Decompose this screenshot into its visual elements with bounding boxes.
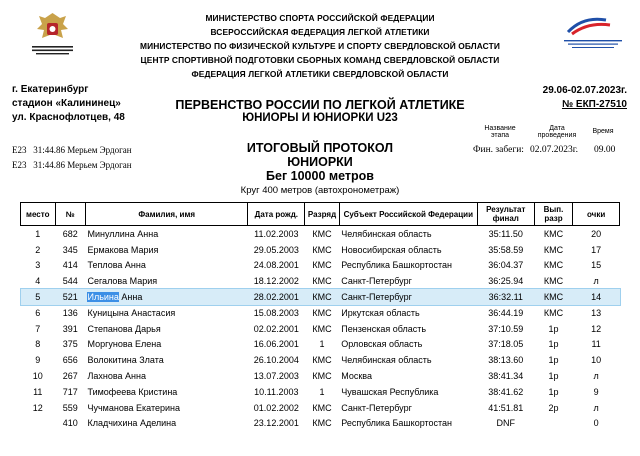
cell-name: Минуллина Анна [87,228,159,239]
date-value: 02.07.2023г. [530,145,578,155]
venue-city: г. Екатеринбург [12,84,89,95]
cell-result: 36:44.19 [488,307,524,318]
table-row[interactable] [21,384,620,400]
event-dates: 29.06-02.07.2023г. [542,85,627,96]
cell-achieved-rank: КМС [543,276,564,287]
cell-points: л [593,276,599,287]
cell-birthdate: 01.02.2002 [253,402,299,413]
cell-bib: 267 [62,371,78,382]
table-header-row [21,203,620,226]
cell-points: 14 [573,289,620,305]
cell-place: 5 [21,289,56,305]
cell-region: Иркутская область [341,307,420,318]
cell-birthdate: 02.02.2001 [253,323,299,334]
cell-achieved-rank: 1р [548,323,559,334]
cell-name: Теплова Анна [87,260,146,271]
stage-label: Название этапа [484,125,516,139]
cell-result: 38:41.62 [488,386,524,397]
cell-name: Степанова Дарья [87,323,161,334]
cell-rank: КМС [312,307,332,318]
table-row[interactable] [21,400,620,416]
cell-birthdate: 29.05.2003 [253,244,299,255]
cell-achieved-rank: КМС [543,307,564,318]
cell-name: Ермакова Мария [87,244,159,255]
cell-region: Санкт-Петербург [341,276,412,287]
cell-place: 6 [35,307,41,318]
cell-rank: КМС [312,244,332,255]
cell-region: Республика Башкортостан [341,260,453,271]
cell-points: 0 [593,418,599,429]
cell-bib: 375 [62,339,78,350]
cell-achieved-rank: КМС [543,260,564,271]
venue-street: ул. Краснофлотцев, 48 [12,112,125,123]
cell-result: 35:58.59 [488,244,524,255]
date-label: Дата проведения [537,125,577,139]
cell-place: 4 [35,276,41,287]
cell-rank: 1 [319,339,325,350]
cell-region: Республика Башкортостан [341,418,453,429]
cell-place: 9 [35,355,41,366]
cell-achieved-rank: 2р [548,402,559,413]
table-row[interactable] [21,242,620,258]
cell-result: 38:13.60 [488,355,524,366]
table-row[interactable] [21,305,620,321]
cell-birthdate: 28.02.2001 [248,289,305,305]
table-row[interactable] [21,368,620,384]
cell-achieved-rank: КМС [543,244,564,255]
cell-place: 2 [35,244,41,255]
cell-bib: 544 [62,276,78,287]
col-birthdate: Дата рожд. [248,203,305,226]
protocol-discipline: Бег 10000 метров [266,169,374,183]
cell-birthdate: 10.11.2003 [254,386,299,397]
cell-result: 36:25.94 [488,276,524,287]
cell-rank: КМС [312,402,332,413]
table-row[interactable] [21,321,620,337]
header-line-4: ЦЕНТР СПОРТИВНОЙ ПОДГОТОВКИ СБОРНЫХ КОМАНД СВЕРДЛОВСКОЙ ОБЛАСТИ [140,55,500,65]
cell-birthdate: 13.07.2003 [253,371,299,382]
col-name: Фамилия, имя [85,203,247,226]
col-result: Результат финал [477,203,534,226]
cell-result: 36:04.37 [488,260,524,271]
cell-birthdate: 16.06.2001 [253,339,299,350]
cell-achieved-rank: КМС [543,228,564,239]
time-label: Время [592,128,614,135]
cell-points: 13 [591,307,602,318]
search-highlight: Ильина [87,292,119,303]
cell-rank: КМС [312,371,332,382]
cell-bib: 410 [62,418,78,429]
cell-birthdate: 23.12.2001 [253,418,299,429]
cell-place: 3 [35,260,41,271]
cell-rank: КМС [312,323,332,334]
cell-birthdate: 18.12.2002 [253,276,299,287]
cell-points: 17 [591,244,602,255]
record-line-2: E23 31:44.86 Мерьем Эрдоган [12,160,132,170]
cell-name: Тимофеева Кристина [87,386,178,397]
cell-achieved-rank: 1р [548,339,559,350]
cell-points: 10 [591,355,602,366]
header-line-3: МИНИСТЕРСТВО ПО ФИЗИЧЕСКОЙ КУЛЬТУРЕ И СПОРТУ СВЕРДЛОВСКОЙ ОБЛАСТИ [140,41,500,51]
table-row[interactable] [21,289,620,305]
cell-name [85,289,247,305]
table-row[interactable] [21,416,620,432]
cell-result: 37:10.59 [488,323,524,334]
cell-points: 11 [591,339,601,350]
cell-achieved-rank [534,416,573,432]
cell-place: 1 [35,228,41,239]
cell-name: Волокитина Злата [87,355,164,366]
record-line-1: E23 31:44.86 Мерьем Эрдоган [12,145,132,155]
cell-name: Кладчихина Аделина [87,418,177,429]
cell-points: 9 [593,386,599,397]
col-place: место [21,203,56,226]
cell-region: Санкт-Петербург [341,402,412,413]
cell-birthdate: 11.02.2003 [254,228,299,239]
protocol-group: ЮНИОРКИ [287,155,353,169]
cell-achieved-rank: 1р [548,371,559,382]
cell-rank: КМС [312,228,332,239]
cell-bib: 414 [62,260,78,271]
cell-rank: КМС [312,260,332,271]
cell-points: л [593,402,599,413]
cell-place: 8 [35,339,41,350]
cell-place: 10 [32,371,43,382]
cell-name-rest: Анна [118,292,143,303]
cell-bib: 521 [55,289,85,305]
cell-rank: КМС [312,355,332,366]
col-achieved-rank: Вып. разр [534,203,573,226]
cell-points: 12 [591,323,602,334]
cell-place: 7 [35,323,41,334]
cell-bib: 559 [62,402,78,413]
venue-stadium: стадион «Калининец» [12,98,121,109]
cell-name: Чучманова Екатерина [87,402,180,413]
cell-region: Орловская область [341,339,423,350]
cell-name: Сегалова Мария [87,276,158,287]
cell-bib: 682 [62,228,78,239]
cell-region: Челябинская область [341,228,432,239]
cell-result: DNF [496,418,515,429]
results-table [20,202,620,431]
event-subtitle: ЮНИОРЫ И ЮНИОРКИ U23 [242,112,398,124]
cell-region: Чувашская Республика [341,386,439,397]
cell-region: Москва [341,371,372,382]
event-number: № ЕКП-27510 [561,99,627,110]
cell-name: Моргунова Елена [87,339,162,350]
cell-points: 20 [591,228,602,239]
cell-result: 36:32.11 [477,289,534,305]
protocol-title: ИТОГОВЫЙ ПРОТОКОЛ [246,141,394,155]
protocol-circle: Круг 400 метров (автохронометраж) [240,185,400,196]
table-row[interactable] [21,258,620,274]
cell-result: 35:11.50 [488,228,523,239]
table-row[interactable] [21,337,620,353]
cell-bib: 136 [62,307,78,318]
header-line-5: ФЕДЕРАЦИЯ ЛЕГКОЙ АТЛЕТИКИ СВЕРДЛОВСКОЙ ОБЛАСТИ [191,69,449,79]
cell-points: л [593,371,599,382]
header-line-1: МИНИСТЕРСТВО СПОРТА РОССИЙСКОЙ ФЕДЕРАЦИИ [205,13,435,23]
cell-birthdate: 15.08.2003 [253,307,299,318]
event-title: ПЕРВЕНСТВО РОССИИ ПО ЛЕГКОЙ АТЛЕТИКЕ [175,98,465,112]
cell-result: 41:51.81 [488,402,524,413]
cell-bib: 656 [62,355,78,366]
header-line-2: ВСЕРОССИЙСКАЯ ФЕДЕРАЦИЯ ЛЕГКОЙ АТЛЕТИКИ [210,27,430,37]
cell-rank: КМС [305,289,340,305]
table-row[interactable] [21,273,620,289]
cell-rank: КМС [312,418,332,429]
cell-place: 11 [33,386,43,397]
cell-region: Челябинская область [341,355,432,366]
cell-bib: 345 [62,244,78,255]
col-region: Субъект Российской Федерации [339,203,477,226]
cell-birthdate: 24.08.2001 [253,260,299,271]
cell-birthdate: 26.10.2004 [253,355,299,366]
cell-region: Новосибирская область [341,244,442,255]
table-row[interactable] [21,352,620,368]
cell-achieved-rank: 1р [548,355,559,366]
cell-bib: 717 [62,386,78,397]
col-rank: Разряд [305,203,340,226]
cell-rank: 1 [319,386,325,397]
col-points: очки [573,203,620,226]
cell-result: 37:18.05 [488,339,524,350]
cell-rank: КМС [312,276,332,287]
cell-name: Лахнова Анна [87,371,146,382]
cell-achieved-rank: 1р [548,386,559,397]
cell-place [21,416,56,432]
col-bib: № [55,203,85,226]
cell-region: Санкт-Петербург [339,289,477,305]
time-value: 09.00 [594,145,616,155]
cell-name: Куницына Анастасия [87,307,176,318]
cell-points: 15 [591,260,602,271]
cell-region: Пензенская область [341,323,427,334]
cell-bib: 391 [62,323,78,334]
table-row[interactable] [21,226,620,242]
cell-achieved-rank: КМС [534,289,573,305]
cell-result: 38:41.34 [488,371,524,382]
stage-value: Фин. забеги: [473,145,524,155]
cell-place: 12 [32,402,43,413]
